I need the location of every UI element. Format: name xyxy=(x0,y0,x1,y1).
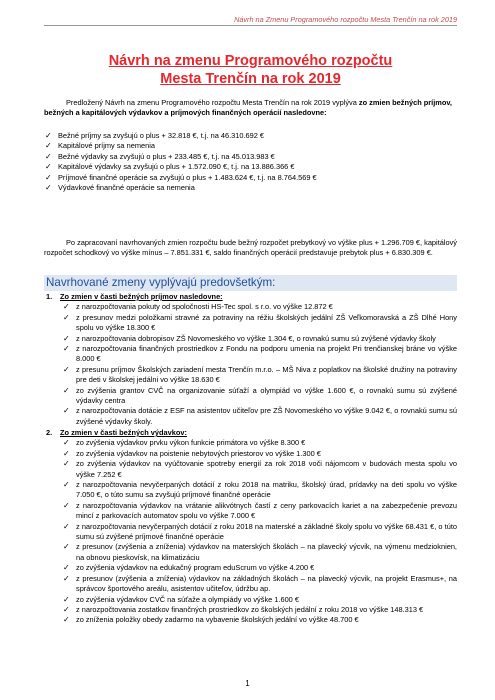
check-mark-icon: ✓ xyxy=(45,183,52,193)
section-heading: Navrhované zmeny vyplývajú predovšetkým: xyxy=(44,275,457,291)
check-mark-icon: ✓ xyxy=(63,344,70,354)
list-item: ✓ zo zvýšenia výdavkov CVČ na súťaže a olympiády vo výške 1.600 € xyxy=(63,594,299,604)
check-mark-icon: ✓ xyxy=(63,604,70,614)
header-rule xyxy=(44,25,457,26)
check-mark-icon: ✓ xyxy=(45,151,52,161)
list-item: ✓ z narozpočtovania zostatkov finančných prostriedkov zo školských jedální z roku 2018 vo výške 148.313 € xyxy=(63,604,424,614)
summary-item: ✓ Výdavkové finančné operácie sa nemenia xyxy=(45,183,195,193)
list-item: ✓ zo zvýšenia výdavkov prvku výkon funkcie primátora vo výške 8.300 € xyxy=(63,438,306,448)
summary-paragraph: Po zapracovaní navrhovaných zmien rozpočtu bude bežný rozpočet prebytkový vo výške plus + 1.296.709 €, kapitálový rozpočet schodkový vo výške mínus – 7.851.331 €, saldo finančných operácií predstavuje prebytok plus + 6.830.309 €. xyxy=(44,238,457,258)
block-number: 1. xyxy=(46,292,53,301)
list-item: ✓ z narozpočtovania nevyčerpaných dotácií z roku 2018 na materské a základné školy spolu vo výške 68.431 €, o túto sumu sú zvýšené príjmové finančné operácie xyxy=(63,521,457,542)
check-mark-icon: ✓ xyxy=(63,573,70,583)
check-mark-icon: ✓ xyxy=(63,521,70,531)
check-mark-icon: ✓ xyxy=(63,312,70,322)
list-item: ✓ zo zvýšenia výdavkov na edukačný program eduScrum vo výške 4.200 € xyxy=(63,563,315,573)
check-mark-icon: ✓ xyxy=(63,459,70,469)
list-item: ✓ z presunu príjmov Školských zariadení mesta Trenčín m.r.o. – MŠ Niva z poplatkov na školské družiny na potraviny pre deti v školskej jedálni vo výške 18.630 € xyxy=(63,364,457,385)
list-item: ✓ z presunov (zvýšenia a zníženia) výdavkov na materských školách – na plavecký výcvik, na výmenu medzioknien, na obnovu pieskovísk, na klimatizáciu xyxy=(63,542,457,562)
block-list xyxy=(44,438,457,625)
running-header: Návrh na Zmenu Programového rozpočtu Mesta Trenčín na rok 2019 xyxy=(234,15,457,24)
title-line-2: Mesta Trenčín na rok 2019 xyxy=(160,71,341,87)
check-mark-icon: ✓ xyxy=(63,542,70,552)
list-item: ✓ zo zníženia položky obedy zadarmo na vybavenie školských jedální vo výške 48.700 € xyxy=(63,615,359,625)
check-mark-icon: ✓ xyxy=(45,162,52,172)
intro-normal: Predložený Návrh na zmenu Programového rozpočtu Mesta Trenčín na rok 2019 vyplýva xyxy=(66,98,359,107)
block-number: 2. xyxy=(46,428,53,437)
summary-list xyxy=(44,131,464,193)
title-line-1: Návrh na zmenu Programového rozpočtu xyxy=(108,53,393,69)
list-item: ✓ z narozpočtovania nevyčerpaných dotácií z roku 2018 na matriku, školský úrad, prídavky na deti spolu vo výške 7.050 €, o túto sumu sa zvyšujú príjmové finančné operácie xyxy=(63,480,457,500)
check-mark-icon: ✓ xyxy=(63,480,70,490)
block-expenses xyxy=(44,428,457,626)
intro-paragraph xyxy=(44,98,457,119)
check-mark-icon: ✓ xyxy=(63,364,70,374)
list-item: ✓ z presunov medzi položkami stravné za potraviny na réžiu školských jedální ZŠ Veľkomoravská a ZŠ Dlhé Hony spolu vo výške 18.300 € xyxy=(63,312,457,333)
check-mark-icon: ✓ xyxy=(63,448,70,458)
check-mark-icon: ✓ xyxy=(63,438,70,448)
list-item: ✓ zo zvýšenia výdavkov na poistenie nebytových priestorov vo výške 1.300 € xyxy=(63,448,321,458)
summary-item: ✓ Bežné výdavky sa zvyšujú o plus + 233.485 €, t.j. na 45.013.983 € xyxy=(45,151,275,161)
list-item: ✓ zo zvýšenia výdavkov na vyúčtovanie spotreby energií za rok 2018 voči nájomcom v budovách mesta spolu vo výške 7.252 € xyxy=(63,459,457,479)
check-mark-icon: ✓ xyxy=(63,406,70,416)
check-mark-icon: ✓ xyxy=(63,333,70,343)
summary-item: ✓ Kapitálové príjmy sa nemenia xyxy=(45,141,155,151)
list-item: ✓ zo zvýšenia grantov CVČ na organizovanie súťaží a olympiád vo výške 1.600 €, o rovnakú sumu sú zvýšené výdavky centra xyxy=(63,385,457,406)
check-mark-icon: ✓ xyxy=(63,615,70,625)
list-item: ✓ z narozpočtovania dobropisov ZŠ Novomeského vo výške 1.304 €, o rovnakú sumu sú zvýšené výdavky školy xyxy=(63,333,436,343)
list-item: ✓ z narozpočtovania pokuty od spoločnosti HS-Tec spol. s r.o. vo výške 12.872 € xyxy=(63,302,333,312)
block-income xyxy=(44,292,457,427)
check-mark-icon: ✓ xyxy=(63,302,70,312)
check-mark-icon: ✓ xyxy=(63,500,70,510)
block-title: 1. Zo zmien v časti bežných príjmov nasledovne: xyxy=(46,292,223,301)
list-item: ✓ z presunov (zvýšenia a zníženia) výdavkov na základných školách – na plavecký výcvik, na projekt Erasmus+, na správcov športového areálu, asistentov učiteľov, údržbu ap. xyxy=(63,573,457,594)
check-mark-icon: ✓ xyxy=(45,141,52,151)
check-mark-icon: ✓ xyxy=(63,594,70,604)
summary-item: ✓ Kapitálové výdavky sa zvyšujú o plus + 1.572.090 €, t.j. na 13.886.366 € xyxy=(45,162,295,172)
list-item: ✓ z narozpočtovania výdavkov na vrátanie alikvótnych častí z ceny parkovacích kariet a na zabezpečenie prevozu mincí z parkovacích automatov spolu vo výške 7.000 € xyxy=(63,500,457,521)
list-item: ✓ z narozpočtovania dotácie z ESF na asistentov učiteľov pre ZŠ Novomeského vo výške 9.042 €, o rovnakú sumu sú zvýšené výdavky školy. xyxy=(63,406,457,426)
check-mark-icon: ✓ xyxy=(45,131,52,140)
intro-bold: zo zmien bežných príjmov, bežných a kapitálových výdavkov a príjmových finančných operácií nasledovne: xyxy=(44,98,452,118)
summary-item: ✓ Bežné príjmy sa zvyšujú o plus + 32.818 €, t.j. na 46.310.692 € xyxy=(45,131,265,140)
summary-item: ✓ Príjmové finančné operácie sa zvyšujú o plus + 1.483.624 €, t.j. na 8.764.569 € xyxy=(45,172,317,182)
page-number: 1 xyxy=(245,679,250,688)
document-title xyxy=(44,52,457,88)
block-list xyxy=(44,302,457,427)
check-mark-icon: ✓ xyxy=(63,385,70,395)
check-mark-icon: ✓ xyxy=(45,172,52,182)
check-mark-icon: ✓ xyxy=(63,563,70,573)
block-title: 2. Zo zmien v časti bežných výdavkov: xyxy=(46,428,187,437)
list-item: ✓ z narozpočtovania finančných prostriedkov z Fondu na podporu umenia na projekt Pri trenčianskej bráne vo výške 8.000 € xyxy=(63,344,457,364)
